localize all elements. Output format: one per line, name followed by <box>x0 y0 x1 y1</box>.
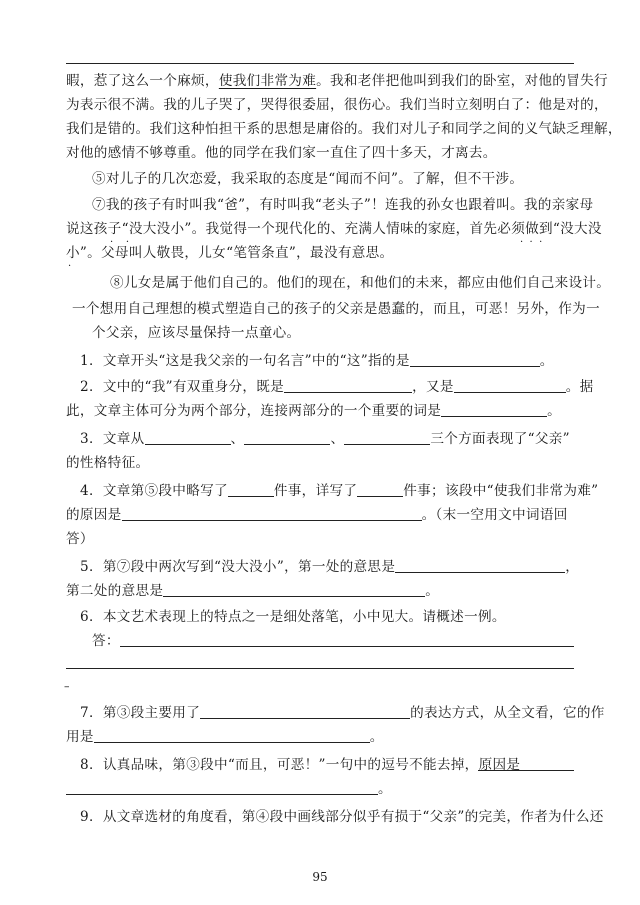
answer-dash: – <box>64 680 70 693</box>
answer-line[interactable] <box>478 770 574 771</box>
answer-blank[interactable] <box>145 430 231 445</box>
underlined-phrase: 使我们非常为难 <box>218 73 317 89</box>
answer-blank[interactable] <box>357 482 403 497</box>
answer-blank[interactable] <box>122 506 422 521</box>
answer-line[interactable] <box>66 668 574 669</box>
question-3-cont: 的性格特征。 <box>66 455 150 471</box>
question-7: 7．第③段主要用了 的表达方式，从全文看，它的作 <box>80 705 605 721</box>
page-number: 95 <box>312 870 328 884</box>
question-2-cont: 此，文章主体可分为两个部分，连接两部分的一个重要的词是 。 <box>66 403 562 419</box>
para8-line3: 个父亲，应该尽量保持一点童心。 <box>92 325 301 341</box>
emphasis-dots: · · <box>110 237 130 248</box>
para4-line2: 为表示很不满。我的儿子哭了，哭得很委屈，很伤心。我们当时立刻明白了：他是对的， <box>66 97 608 113</box>
answer-line[interactable] <box>120 646 574 647</box>
answer-blank[interactable] <box>454 378 566 393</box>
para4-line1 <box>66 70 608 92</box>
answer-label: 答： <box>92 633 120 649</box>
question-8-cont: 。 <box>66 778 392 800</box>
question-2: 2．文中的“我”有双重身分，既是 ，又是 。据 <box>80 379 594 395</box>
answer-blank[interactable] <box>163 582 425 597</box>
question-3: 3．文章从 、 、 三个方面表现了“父亲” <box>80 431 570 447</box>
question-5: 5．第⑦段中两次写到“没大没小”，第一处的意思是 ， <box>80 559 580 575</box>
answer-blank[interactable] <box>66 780 378 795</box>
answer-blank[interactable] <box>228 482 274 497</box>
answer-blank[interactable] <box>94 728 370 743</box>
emphasis-dots: · · · <box>520 237 543 248</box>
answer-blank[interactable] <box>410 352 540 367</box>
para7-line2: 说这孩子“没大没小”。我觉得一个现代化的、充满人情味的家庭，首先必须做到“没大没 <box>66 221 602 237</box>
question-6: 6．本文艺术表现上的特点之一是细处落笔，小中见大。请概述一例。 <box>80 609 506 625</box>
para4-line4: 对他的感情不够尊重。他的同学在我们家一直住了四十多天，才离去。 <box>66 145 497 161</box>
answer-blank[interactable] <box>200 704 410 719</box>
answer-blank[interactable] <box>284 378 412 393</box>
answer-blank[interactable] <box>441 402 547 417</box>
answer-blank[interactable] <box>244 430 330 445</box>
para7-line3: 小”。父母叫人敬畏，儿女“笔管条直”，最没有意思。 <box>66 245 394 261</box>
question-9: 9．从文章选材的角度看，第④段中画线部分似乎有损于“父亲”的完美，作者为什么还 <box>80 809 604 825</box>
para4-text: 。我和老伴把他叫到我们的卧室，对他的冒失行 <box>316 73 608 89</box>
para5: ⑤对儿子的几次恋爱，我采取的态度是“闻而不问”。了解，但不干涉。 <box>92 171 524 187</box>
question-8: 8．认真品味，第③段中“而且，可恶！”一句中的逗号不能去掉，原因是 <box>80 757 521 773</box>
question-5-cont: 第二处的意思是 。 <box>66 583 440 599</box>
answer-blank[interactable] <box>344 430 430 445</box>
header-rule <box>66 63 574 64</box>
answer-blank[interactable] <box>395 558 565 573</box>
para7-line1: ⑦我的孩子有时叫我“爸”，有时叫我“老头子”！连我的孙女也跟着叫。我的亲家母 <box>92 197 594 213</box>
question-4-cont: 的原因是 。（末一空用文中词语回 <box>66 507 568 523</box>
question-4: 4．文章第⑤段中略写了 件事，详写了 件事；该段中“使我们非常为难” <box>80 483 599 499</box>
question-1: 1．文章开头“这是我父亲的一句名言”中的“这”指的是 。 <box>80 353 554 369</box>
para4-text: 暇，惹了这么一个麻烦， <box>66 73 219 89</box>
para8-line2: 一个想用自己理想的模式塑造自己的孩子的父亲是愚蠢的，而且，可恶！另外，作为一 <box>72 301 600 317</box>
para8-line1: ⑧儿女是属于他们自己的。他们的现在，和他们的未来，都应由他们自己来设计。 <box>110 275 611 291</box>
question-7-cont: 用是 。 <box>66 729 384 745</box>
emphasis-dots: · <box>68 261 72 272</box>
question-4-cont2: 答） <box>66 531 94 547</box>
para4-line3: 我们是错的。我们这种怕担干系的思想是庸俗的。我们对儿子和同学之间的义气缺乏理解， <box>66 121 622 137</box>
